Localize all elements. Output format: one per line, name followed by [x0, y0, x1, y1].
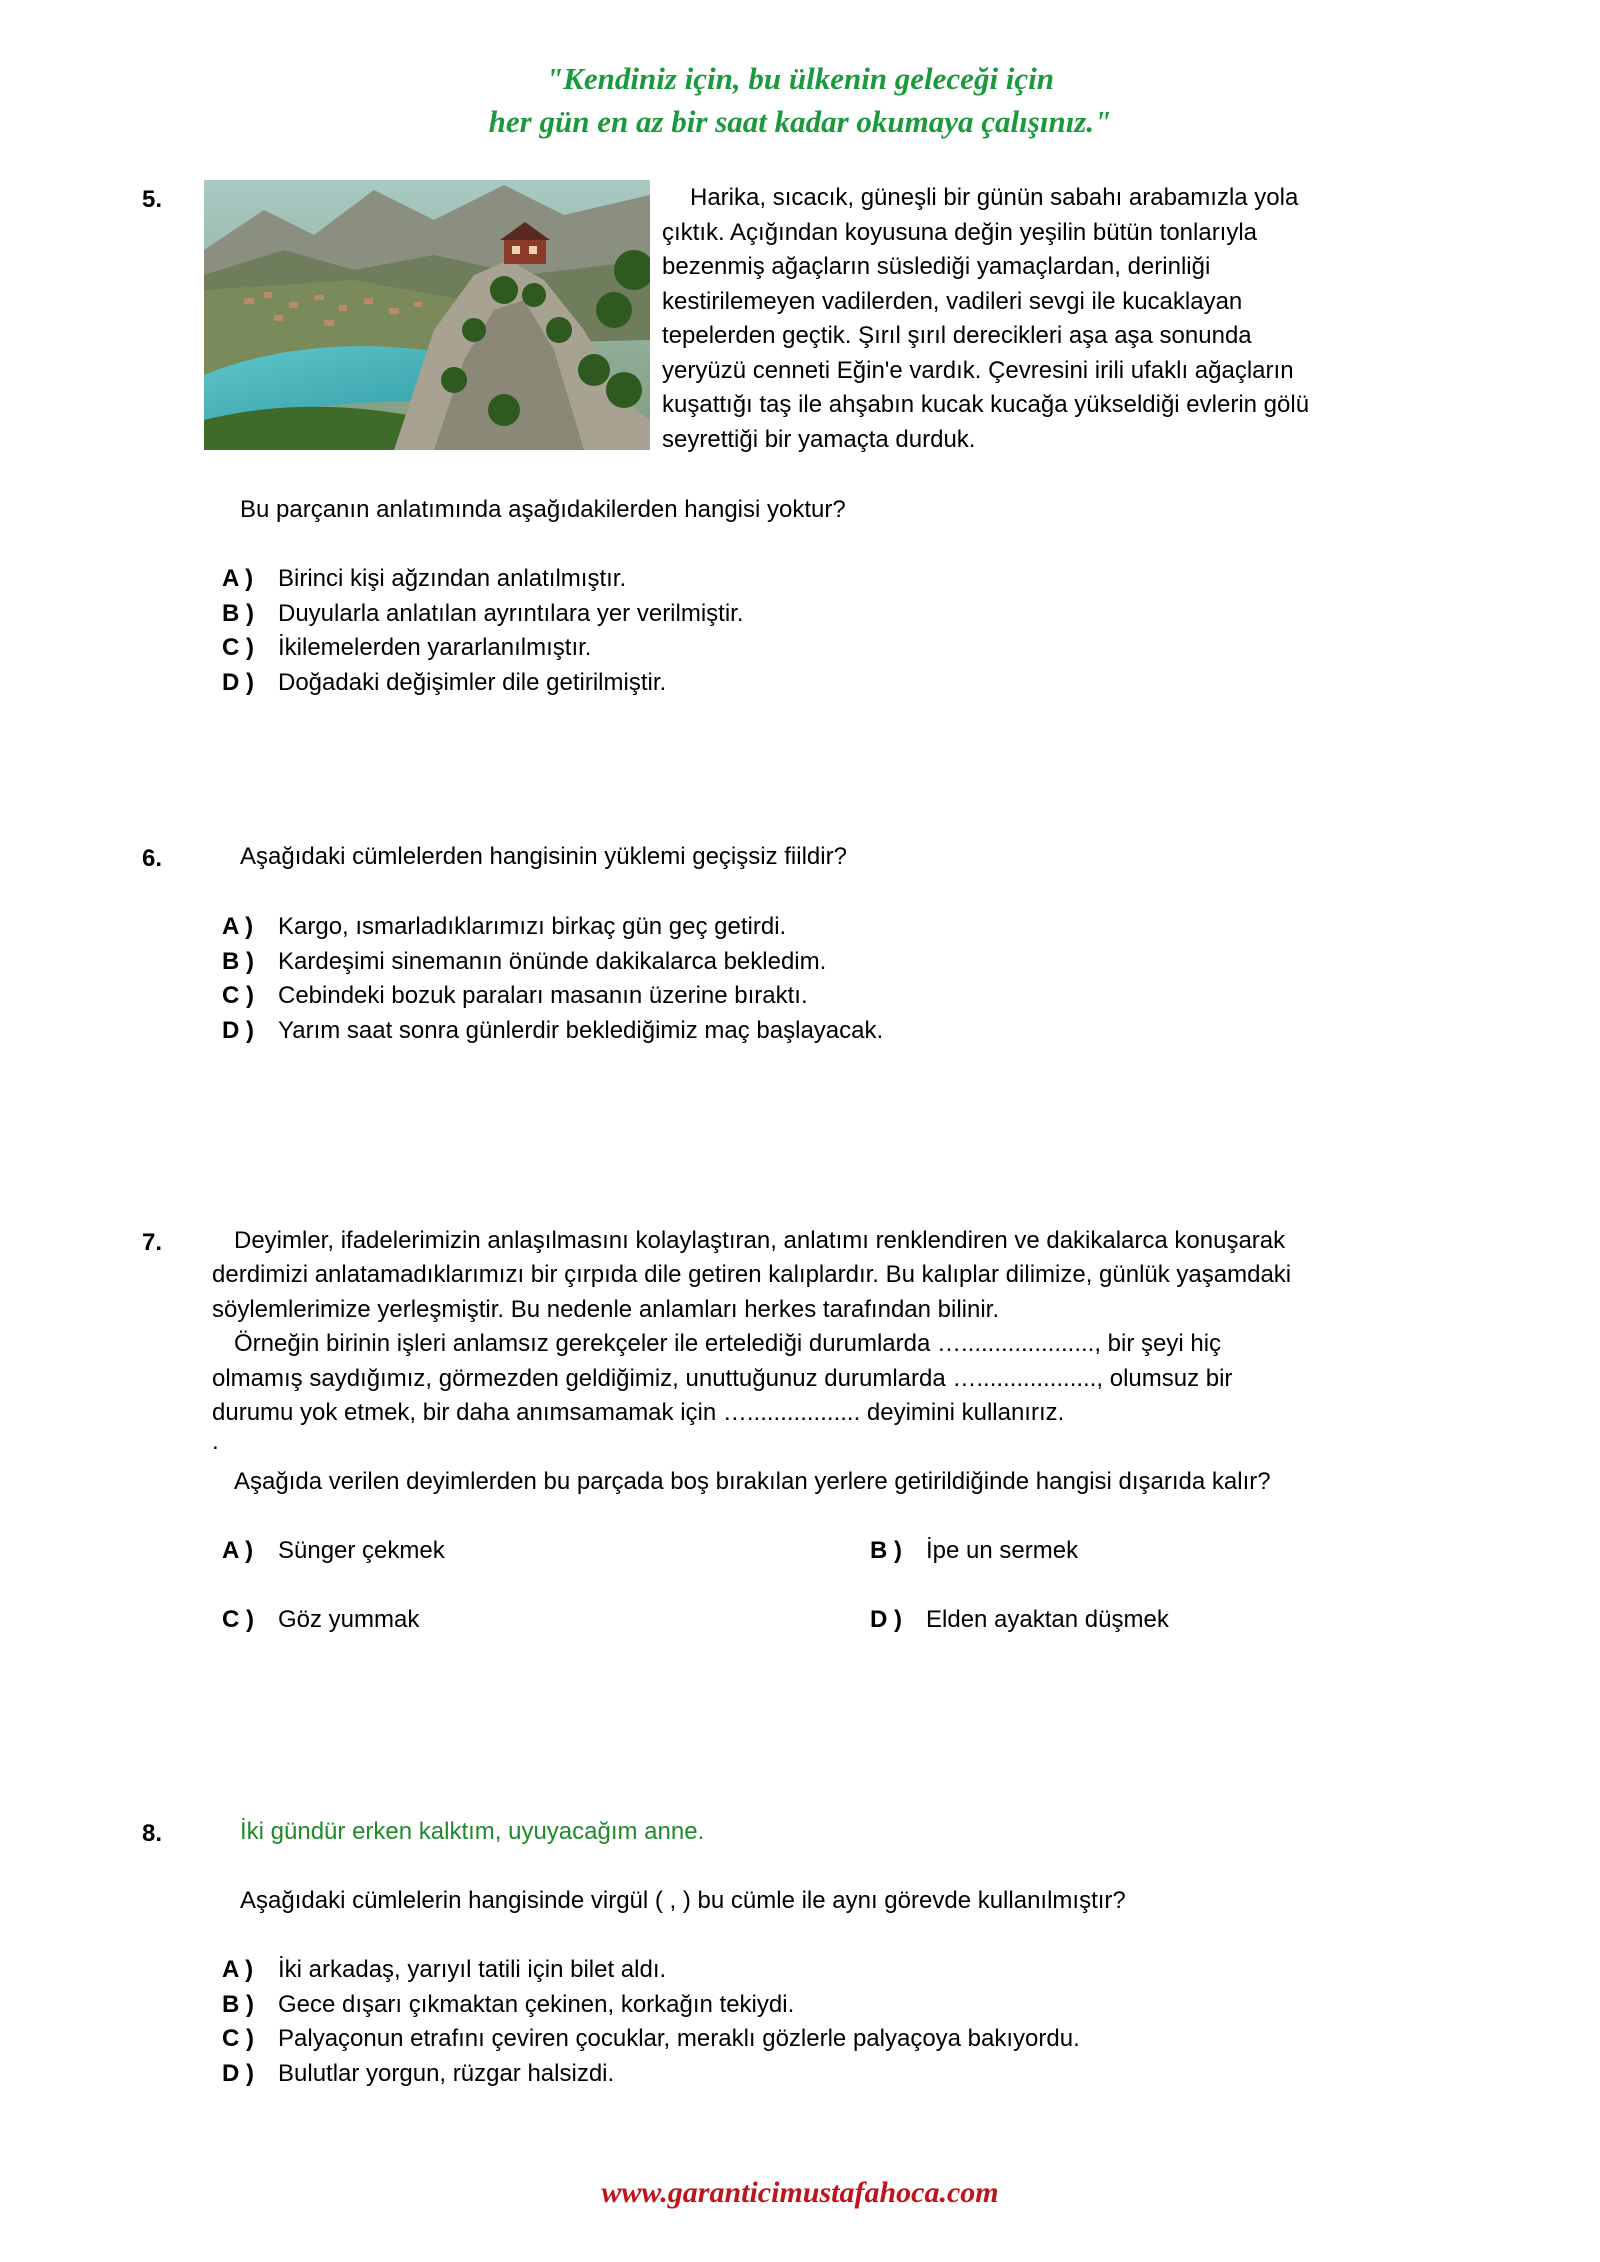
- question-8-sentence: İki gündür erken kalktım, uyuyacağım anne.: [240, 1818, 705, 1845]
- question-8-option-c[interactable]: [222, 2022, 1080, 2057]
- question-8-prompt: Aşağıdaki cümlelerin hangisinde virgül ( , ) bu cümle ile aynı görevde kullanılmıştır?: [240, 1887, 1126, 1914]
- question-7-prompt: Aşağıda verilen deyimlerden bu parçada boş bırakılan yerlere getirildiğinde hangisi dışarıda kalır?: [234, 1468, 1271, 1495]
- option-text: Yarım saat sonra günlerdir beklediğimiz maç başlayacak.: [278, 1017, 884, 1044]
- option-letter: A ): [222, 565, 254, 592]
- passage-line: yeryüzü cenneti Eğin'e vardık. Çevresini irili ufaklı ağaçların: [662, 357, 1294, 384]
- passage-line: Örneğin birinin işleri anlamsız gerekçeler ile ertelediği durumlarda …...................., bir şeyi hiç: [234, 1330, 1222, 1357]
- passage-line: kuşattığı taş ile ahşabın kucak kucağa yükseldiği evlerin gölü: [662, 391, 1310, 418]
- option-text: Duyularla anlatılan ayrıntılara yer verilmiştir.: [278, 600, 744, 627]
- question-6-number: 6.: [142, 845, 163, 872]
- egin-landscape-photo: [204, 180, 650, 450]
- question-7-option-c[interactable]: [222, 1603, 419, 1638]
- option-letter: B ): [222, 1991, 254, 2018]
- option-text: Sünger çekmek: [278, 1537, 445, 1564]
- question-7-option-b[interactable]: [870, 1534, 1078, 1569]
- question-8-option-d[interactable]: [222, 2057, 614, 2092]
- question-6-option-d[interactable]: [222, 1014, 883, 1049]
- option-text: Bulutlar yorgun, rüzgar halsizdi.: [278, 2060, 615, 2087]
- motto-line-1: "Kendiniz için, bu ülkenin geleceği için: [545, 61, 1055, 96]
- question-5-option-b[interactable]: [222, 597, 744, 632]
- question-5-option-d[interactable]: [222, 666, 666, 701]
- option-letter: B ): [222, 948, 254, 975]
- passage-line: derdimizi anlatamadıklarımızı bir çırpıda dile getiren kalıplardır. Bu kalıplar dilimize, günlük yaşamdaki: [212, 1261, 1292, 1288]
- option-text: Palyaçonun etrafını çeviren çocuklar, meraklı gözlerle palyaçoya bakıyordu.: [278, 2025, 1080, 2052]
- option-letter: D ): [222, 2060, 254, 2087]
- option-text: Gece dışarı çıkmaktan çekinen, korkağın tekiydi.: [278, 1991, 795, 2018]
- passage-line: .: [212, 1428, 219, 1455]
- motto-line-2: her gün en az bir saat kadar okumaya çalışınız.": [488, 104, 1112, 139]
- option-letter: A ): [222, 1956, 254, 1983]
- option-letter: D ): [222, 1017, 254, 1044]
- question-8-option-a[interactable]: [222, 1953, 666, 1988]
- passage-line: olmamış saydığımız, görmezden geldiğimiz, unuttuğunuz durumlarda ….................., olumsuz bir: [212, 1365, 1233, 1392]
- option-text: İki arkadaş, yarıyıl tatili için bilet aldı.: [278, 1956, 667, 1983]
- question-5-prompt: Bu parçanın anlatımında aşağıdakilerden hangisi yoktur?: [240, 496, 846, 523]
- question-6-option-b[interactable]: [222, 945, 826, 980]
- question-6-prompt: Aşağıdaki cümlelerden hangisinin yüklemi geçişsiz fiildir?: [240, 843, 847, 870]
- option-letter: A ): [222, 913, 254, 940]
- question-6-option-a[interactable]: [222, 910, 786, 945]
- option-letter: C ): [222, 634, 254, 661]
- option-text: Doğadaki değişimler dile getirilmiştir.: [278, 669, 667, 696]
- passage-line: söylemlerimize yerleşmiştir. Bu nedenle anlamları herkes tarafından bilinir.: [212, 1296, 1000, 1323]
- option-text: Birinci kişi ağzından anlatılmıştır.: [278, 565, 627, 592]
- option-letter: C ): [222, 1606, 254, 1633]
- passage-line: kestirilemeyen vadilerden, vadileri sevgi ile kucaklayan: [662, 288, 1243, 315]
- question-8-option-b[interactable]: [222, 1988, 794, 2023]
- option-text: Kardeşimi sinemanın önünde dakikalarca bekledim.: [278, 948, 827, 975]
- question-7-option-d[interactable]: [870, 1603, 1169, 1638]
- option-text: Cebindeki bozuk paraları masanın üzerine bıraktı.: [278, 982, 808, 1009]
- question-5-option-c[interactable]: [222, 631, 591, 666]
- passage-line: Harika, sıcacık, güneşli bir günün sabahı arabamızla yola: [690, 184, 1299, 211]
- question-5-number: 5.: [142, 186, 163, 213]
- passage-line: Deyimler, ifadelerimizin anlaşılmasını kolaylaştıran, anlatımı renklendiren ve dakikalarca konuşarak: [234, 1227, 1286, 1254]
- passage-line: tepelerden geçtik. Şırıl şırıl derecikleri aşa aşa sonunda: [662, 322, 1252, 349]
- option-letter: C ): [222, 982, 254, 1009]
- option-text: Göz yummak: [278, 1606, 420, 1633]
- option-text: İpe un sermek: [926, 1537, 1079, 1564]
- question-7-number: 7.: [142, 1229, 163, 1256]
- option-text: Kargo, ısmarladıklarımızı birkaç gün geç getirdi.: [278, 913, 787, 940]
- option-text: İkilemelerden yararlanılmıştır.: [278, 634, 592, 661]
- question-6-option-c[interactable]: [222, 979, 808, 1014]
- question-7-option-a[interactable]: [222, 1534, 445, 1569]
- passage-line: durumu yok etmek, bir daha anımsamamak için …................. deyimini kullanırız.: [212, 1399, 1065, 1426]
- footer-website-link[interactable]: www.garanticimustafahoca.com: [601, 2176, 999, 2209]
- passage-line: seyrettiği bir yamaçta durduk.: [662, 426, 976, 453]
- question-8-number: 8.: [142, 1820, 163, 1847]
- option-letter: B ): [222, 600, 254, 627]
- option-letter: D ): [870, 1606, 902, 1633]
- passage-line: bezenmiş ağaçların süslediği yamaçlardan, derinliği: [662, 253, 1211, 280]
- option-letter: B ): [870, 1537, 902, 1564]
- passage-line: çıktık. Açığından koyusuna değin yeşilin bütün tonlarıyla: [662, 219, 1258, 246]
- option-text: Elden ayaktan düşmek: [926, 1606, 1169, 1633]
- question-5-option-a[interactable]: [222, 562, 626, 597]
- option-letter: A ): [222, 1537, 254, 1564]
- option-letter: D ): [222, 669, 254, 696]
- option-letter: C ): [222, 2025, 254, 2052]
